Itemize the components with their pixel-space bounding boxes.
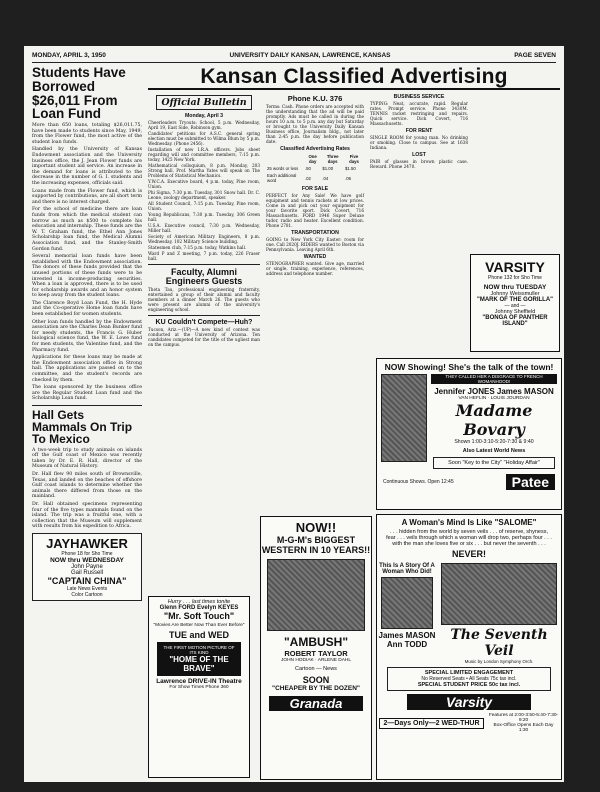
rates-header-cell: One day [308,154,317,164]
loan-fund-paragraph: Loans made from the Flower fund, which is supported by contributions, are all short term and there is no interest charged. [32,188,142,205]
classified-section-title: BUSINESS SERVICE [393,94,445,100]
patee-hours: Continuous Shows. Open 12:45 [383,479,454,485]
varsity-days: NOW thru TUESDAY [483,284,547,291]
veil-never: NEVER! [451,549,486,559]
newspaper-page [24,46,564,782]
veil-copy: . . . hidden from the world by seven veils . . . of reserve, shyness, fear . . . veils through which a woman will drop two, perhaps four . . . with the man she loves five or six . . . but never the seventh . . . [386,529,552,547]
bovary-title: Madame Bovary [455,401,533,439]
veil-seats: No Reserved Seats • All Seats 75c tax incl. [421,676,517,682]
loan-fund-paragraph: Several memorial loan funds have been established with the Endowment association. The donors of these funds provided that the unused portions of these funds were to be invested in income-producing securities. When a loan is approved, there is to be used for scholarship awards and an honor system to keep away from the student loans. [32,254,142,299]
classified-listing: GOING to New York City Easter: room for one. Call 2020J. RIDERS wanted to Boston via Pennsylvania. Leaving April 6th. [266,237,364,252]
bulletin-item: Candidates' petitions for A.S.C. general spring election must be submitted to Wilma Blum by 5 p.m. Wednesday. (Phone 2456). [148,131,260,146]
loan-fund-paragraph: The Clarence Boyd Loan Fund, the H. Hyde and the Co-operative Home loan funds have been established for women students. [32,300,142,318]
bulletin-item: Statesmen club, 7:15 p.m. today, Watkins hall. [148,245,247,250]
mexico-paragraph: A two-week trip to study animals on islands off the Gulf coast of Mexico was recently taken by Dr. E. R. Hall, director of the Museum of Natural History. [32,447,142,470]
patee-showing: NOW Showing! She's the talk of the town! [384,362,554,372]
mexico-story [32,448,142,530]
classified-listing: STENOGRAPHER wanted. Give age, married or single, training, experience, references, address and telephone number. [266,261,364,276]
issue-date: MONDAY, APRIL 3, 1950 [32,52,106,59]
now-banner: NOW!! [295,520,337,535]
page-number: PAGE SEVEN [514,52,556,59]
drive-in-name: Lawrence DRIVE-IN Theatre [156,678,242,685]
classified-section-title: FOR RENT [405,128,433,134]
bovary-photo [381,374,427,462]
classified-listings-b [370,94,468,169]
veil-days: 2—Days Only—2 WED-THUR [379,718,483,729]
veil-boxoffice: Box-Office Opens Each Day 1:30 [493,723,554,733]
bovary-costars: VAN HEFLIN · LOUIS JOURDAN [458,396,530,401]
classified-section-title: FOR SALE [301,186,329,192]
veil-music: Music by London Symphony Orch. [464,659,534,664]
classified-listing: SINGLE ROOM for young man. No drinking or smoking. Close to campus. See at 1638 Indiana. [370,135,468,150]
bulletin-item: Society of American Military Engineers, 8 p.m. Wednesday, 102 Military Science building. [148,234,260,244]
veil-story: This Is A Story Of A Woman Who Did! [379,563,435,575]
classified-phone: Phone K.U. 376 [287,94,343,103]
rates-title: Classified Advertising Rates [280,146,350,152]
hurry-days: TUE and WED [169,630,229,640]
faculty-story: Theta Tau, professional engineering fraternity, entertained a group of their alumni and faculty members at a dinner March 26. The guests who were present are alumni of the university's engineering school. [148,287,260,313]
hurry-film: "Mr. Soft Touch" [163,611,235,621]
rates-cell: $1.50 [345,166,356,171]
bulletin-item: All Student Council, 7:15 p.m. Tuesday, Pine room, Union. [148,201,260,211]
veil-photo-1 [381,577,433,629]
jayhawker-days: NOW thru WEDNESDAY [50,556,124,564]
faculty-headline: Faculty, Alumni Engineers Guests [165,267,243,287]
left-column [32,66,142,778]
hurry-tag: "Movies Are Better Now Than Ever Before" [153,623,245,628]
classified-section-title: LOST [412,152,426,158]
patee-bovary-ad [376,358,562,510]
jayhawker-film: "CAPTAIN CHINA" [47,575,127,586]
ku-story: Tucson, Ariz.—(UP)—A new kind of contest was conducted at the University of Arizona. Ten candidates competed for the title of the ugliest man on the campus. [148,327,260,348]
veil-features: Features at 2:00-3:50-5:40-7:30-9:20 [488,713,559,723]
bulletin-item: Cheerleaders Tryouts: School, 5 p.m. Wednesday, April 19, East Side, Robinson gym. [148,120,260,130]
rates-cell: 25 words or less [267,166,299,171]
rates-table [266,153,364,184]
jayhawker-name: JAYHAWKER [46,535,128,551]
bovary-times: Shown 1:00-3:10-5:20-7:30 & 9:40 [454,439,534,445]
mexico-headline: Hall Gets Mammals On Trip To Mexico [32,407,133,447]
bulletin-title: Official Bulletin [156,95,252,110]
varsity-star: Johnny Weissmuller [490,291,540,297]
rates-cell: .06 [345,175,351,181]
soon-title: "CHEAPER BY THE DOZEN" [271,685,361,692]
varsity-star2: Johnny Sheffield [494,309,536,315]
classified-col-a [266,92,364,277]
bulletin-item: Installation of new I.R.A. officers. Jobs sheet regarding will and committee members, 7:15 p.m. today, 1425 New York. [148,147,260,162]
jayhawker-ad [32,533,142,601]
ambush-cartoon: Cartoon — News [295,666,337,672]
soon-label: SOON [302,675,330,685]
granada-name: Granada [269,696,363,711]
varsity-film: "MARK OF THE GORILLA" [476,297,554,303]
varsity-phone: Phone 132 for Sho Time [488,275,542,281]
official-bulletin [148,92,260,348]
bovary-news: Also Latest World News [462,448,526,454]
loan-fund-paragraph: The loans sponsored by the business office are the Regular Student Loan fund and the Scholarship Loan fund. [32,385,142,402]
classified-listing: TYPING: Neat, accurate, rapid. Regular rates. Prompt service. Phone 3430M. TENNIS racket restringing and repairs. Quick service. Dick Covert, 716 Massachusetts. [370,101,468,126]
hurry-line: Hurry . . . last times tonite [167,599,231,605]
ambush-title: "AMBUSH" [283,635,349,649]
classified-section-title: WANTED [303,254,327,260]
granada-ambush-ad [260,516,372,780]
bulletin-item: Ward P and Z meeting, 7 p.m. today, 226 Fraser hall. [148,251,260,261]
loan-fund-story [32,123,142,402]
rates-header-cell: Five days [349,154,359,164]
classified-section-title: TRANSPORTATION [291,230,339,236]
rates-header-cell [266,153,304,165]
loan-fund-headline: Students Have Borrowed $26,011 From Loan Fund [32,66,126,122]
mexico-paragraph: Dr. Hall obtained specimens representing four of the five types mammals found on the island. The trip was a fruitful one, with a collection that the Museum will supplement with results from his expedition to Africa. [32,502,142,530]
bulletin-item: Mathematical colloquium, 8 p.m. Monday, 203 Strong hall. Prof. Martha Yates will speak on The Problems of Statistical Mechanics. [148,163,260,178]
drive-in-times: For Show Times Phone 360 [169,685,229,690]
veil-photo-2 [441,563,557,625]
bulletin-item: Y.W.C.A. Executive board, 4 p.m. today, Pine room, Union. [148,179,260,189]
loan-fund-paragraph: For the school of medicine there are loan funds from which the medical student can borrow as much as $500 to complete his education and internship. These funds are the W. T. Graham fund, the Ethel Ann Jones Scholarship loan fund, the Medical Alumni Association fund, and the Stanley-Smith Gordon fund. [32,207,142,252]
ambush-star: ROBERT TAYLOR [284,649,348,658]
veil-stars: James MASON Ann TODD [378,631,436,649]
hurry-blurb: THE FIRST MOTION PICTURE OF ITS KIND [163,645,235,655]
jayhawker-extra: Late News Events Color Cartoon [66,585,108,598]
bulletin-item: Phi Sigma, 7:30 p.m. Tuesday, 301 Snow hall. Dr. C. Leone, zoology department, speaker. [148,190,260,200]
patee-name: Patee [506,474,555,490]
rates-cell: .02 [304,175,311,181]
ambush-photo [267,559,365,631]
varsity-gorilla-ad [470,254,560,352]
loan-fund-paragraph: Other loan funds handled by the Endowment association are the Charles Dean Bunker fund for needy students, the Francis G. Huber biological science fund, the W. E. Lowe fund for men students, the Valentine fund, and the Pharmacy fund. [32,319,142,353]
bovary-stars: Jennifer JONES James MASON [434,387,554,396]
jayhawker-stars: John Payne Gail Russell [70,563,103,576]
jayhawker-phone: Phone 18 for Sho Time [61,550,113,557]
bovary-tag: THEY CALLED HER A DISGRACE TO FRENCH WOMANHOOD! [431,374,557,384]
bulletin-items [148,120,260,261]
bovary-soon: Soon "Key to the City" "Holiday Affair" [433,457,555,469]
rates-cell: Each additional word [267,173,297,183]
varsity-name: VARSITY [485,259,545,275]
rates-cell: .04 [322,175,329,181]
veil-student: SPECIAL STUDENT PRICE 50c tax incl. [417,682,521,688]
classified-banner: Kansan Classified Advertising [148,66,560,90]
loan-fund-paragraph: More than 650 loans, totaling $26,011.75, have been made to students since May, 1949, from the Flower fund, the most active of the student loan funds. [32,123,142,145]
bulletin-day: Monday, April 3 [184,113,224,119]
varsity-and: — and — [504,303,526,309]
loan-fund-paragraph: Applications for these loans may be made at the Endowment association office in Strong hall. The applications are passed on to the committee, and the student's records are checked by them. [32,355,142,383]
seventh-veil-ad [376,514,562,780]
rates-cell: .50 [304,166,311,171]
masthead [32,52,556,63]
classified-listing: PAIR of glasses in brown plastic case. Reward. Phone 2470. [370,159,468,169]
drive-in-ad [148,596,250,778]
mexico-paragraph: Dr. Hall flew 90 miles south of Brownsville, Texas, and landed on the beaches of offshore Gulf coast islands to determine whether the animals there differed from those on the mainland. [32,472,142,500]
hurry-film2: "HOME OF THE BRAVE" [169,655,229,673]
classified-listing: PERFECT for Any Sale! We have golf equipment and tennis rackets at low prices. Come in and pick out your equipment for your favorite sport. Dick Covert, 716 Massachusetts. FORD 1946 Super Deluxe tudor, radio and heater. Excellent condition. Phone 2781. [266,193,364,228]
classified-col-b [370,92,468,170]
bulletin-item: Young Republicans, 7:30 p.m. Tuesday, 306 Green hall. [148,212,260,222]
bulletin-item: U.S.A. Executive council, 7:30 p.m. Wednesday, Miller hall. [148,223,260,233]
ku-headline: KU Couldn't Compete—Huh? [155,319,253,327]
veil-theatre: Varsity [407,694,531,710]
ambush-costars: JOHN HODIAK · ARLENE DAHL [280,658,352,663]
varsity-film2: "BONGA OF PANTHER ISLAND" [482,315,548,327]
classified-terms: Terms: Cash. Phone orders are accepted with the understanding that the ad will be paid promptly. Ads must be called in during the hours 10 a.m. to 5 p.m. any day but Saturday or brought to the University Daily Kansan Business office, Journalism bldg., not later than 2:45 p.m. the day before publication date. [266,104,364,144]
rates-cell: $1.00 [322,166,334,171]
hurry-stars: Glenn FORD Evelyn KEYES [159,605,239,611]
paper-name: UNIVERSITY DAILY KANSAN, LAWRENCE, KANSAS [229,52,391,59]
now-western: M-G-M's BIGGEST WESTERN IN 10 YEARS!! [261,535,371,555]
veil-title: The Seventh Veil [450,627,548,659]
classified-listings-a [266,186,364,276]
rates-header-cell: Three days [326,154,339,164]
veil-special: SPECIAL LIMITED ENGAGEMENT [424,670,514,676]
veil-hook: A Woman's Mind Is Like "SALOME" [401,518,537,527]
loan-fund-paragraph: Handled by the University of Kansas Endowment association and the University business office, the J. Jean Flower funds are important student aid service. An increase in the demand for loans is attributed to the decrease in the number of G. I. students and the increasing expenses, officials said. [32,147,142,186]
